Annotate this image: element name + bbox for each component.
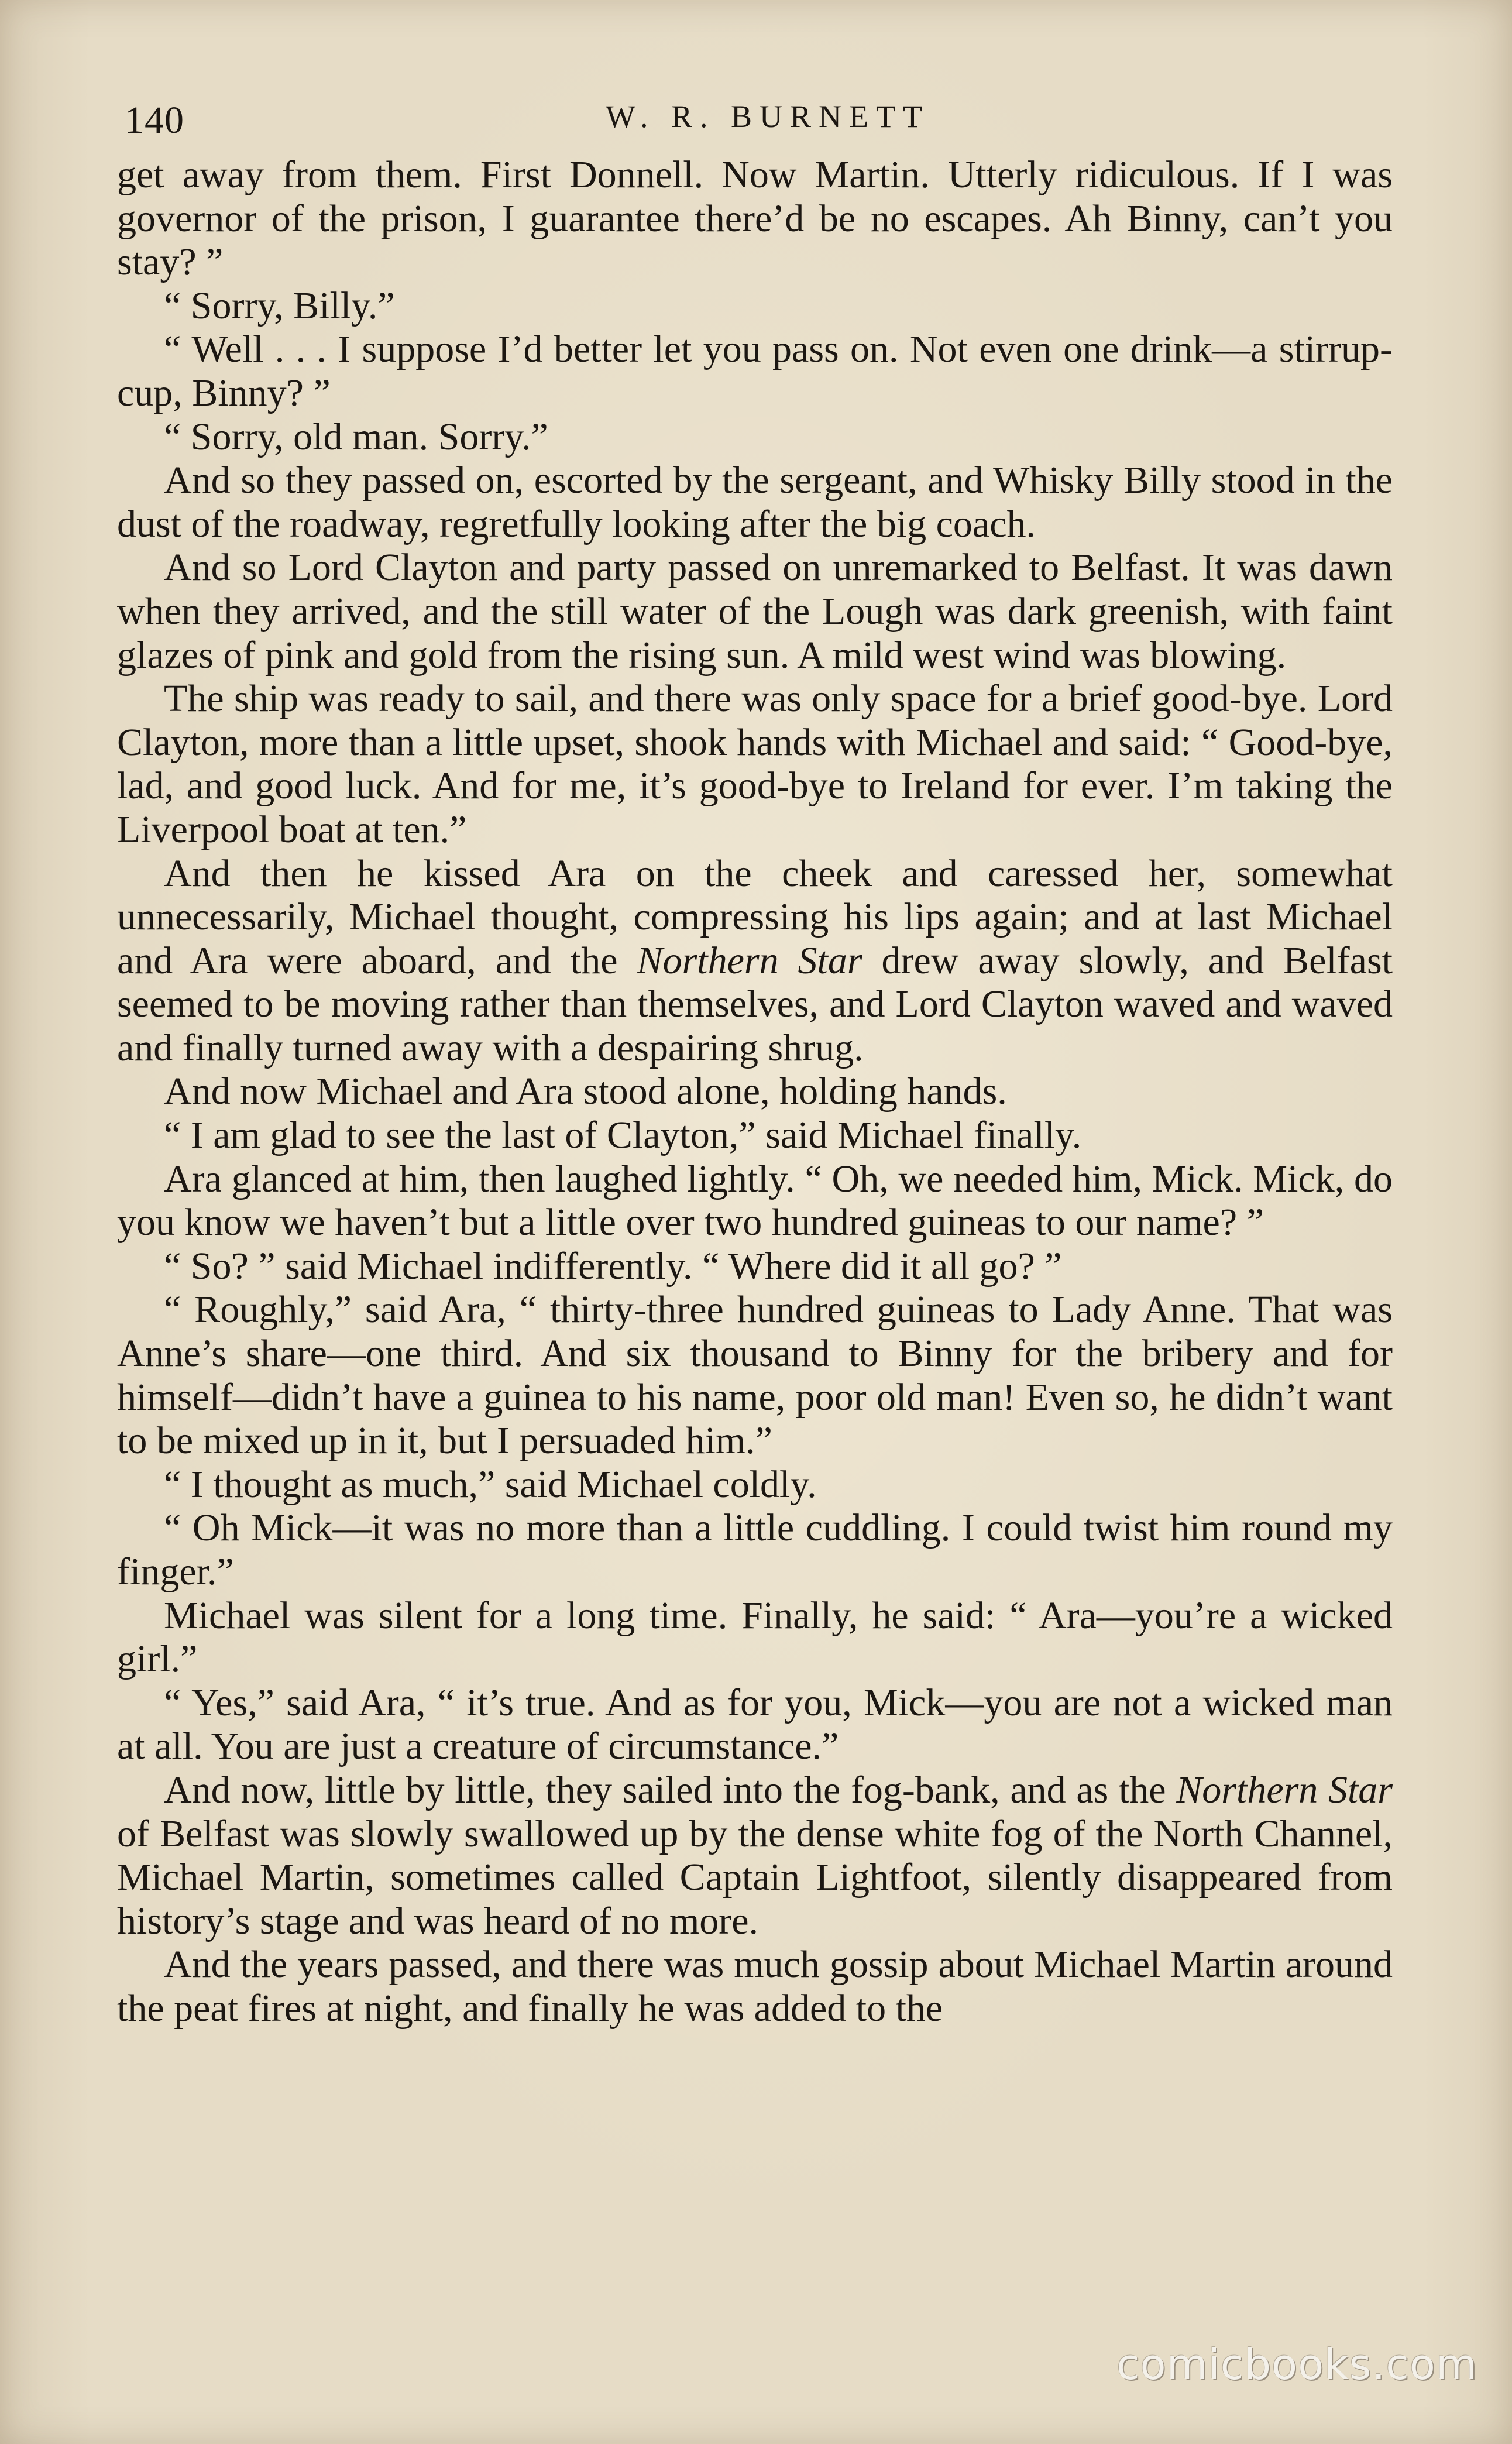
- body-text: [117, 153, 1393, 2031]
- paragraph: “ Roughly,” said Ara, “ thirty-three hundred guineas to Lady Anne. That was Anne’s share—one third. And six thousand to Binny for the bribery and for himself—didn’t have a guinea to his name, poor old man! Even so, he didn’t want to be mixed up in it, but I persuaded him.”: [117, 1288, 1393, 1463]
- paragraph: “ Sorry, Billy.”: [164, 284, 395, 327]
- paragraph: get away from them. First Donnell. Now Martin. Utterly ridiculous. If I was governor of the prison, I guarantee there’d be no escapes. Ah Binny, can’t you stay? ”: [117, 153, 1393, 284]
- paragraph: “ Sorry, old man. Sorry.”: [164, 415, 548, 458]
- page-header: [0, 98, 1512, 151]
- paragraph: “ Yes,” said Ara, “ it’s true. And as for you, Mick—you are not a wicked man at all. You are just a creature of circumstance.”: [117, 1681, 1393, 1768]
- paragraph: Michael was silent for a long time. Finally, he said: “ Ara—you’re a wicked girl.”: [117, 1594, 1393, 1681]
- paragraph: And then he kissed Ara on the cheek and caressed her, somewhat unnecessarily, Michael thought, compressing his lips again; and at last Michael and Ara were aboard, and the Northern Star drew away slowly, and Belfast seemed to be moving rather than themselves, and Lord Clayton waved and waved and finally turned away with a despairing shrug.: [117, 852, 1393, 1069]
- paragraph: “ I thought as much,” said Michael coldly.: [164, 1463, 817, 1506]
- ship-name: Northern Star: [637, 939, 862, 982]
- page-number: 140: [125, 99, 184, 142]
- paragraph: And now Michael and Ara stood alone, holding hands.: [164, 1070, 1007, 1113]
- paragraph: And so Lord Clayton and party passed on unremarked to Belfast. It was dawn when they arrived, and the still water of the Lough was dark greenish, with faint glazes of pink and gold from the rising sun. A mild west wind was blowing.: [117, 546, 1393, 677]
- paragraph: “ So? ” said Michael indifferently. “ Where did it all go? ”: [164, 1244, 1062, 1288]
- paragraph: And the years passed, and there was much gossip about Michael Martin around the peat fires at night, and finally he was added to the: [117, 1943, 1393, 2030]
- ship-name: Northern Star: [1176, 1768, 1393, 1811]
- paragraph: And now, little by little, they sailed into the fog-bank, and as the Northern Star of Belfast was slowly swallowed up by the dense white fog of the North Channel, Michael Martin, sometimes called Captain Lightfoot, silently disappeared from history’s stage and was heard of no more.: [117, 1768, 1393, 1942]
- paragraph: “ I am glad to see the last of Clayton,” said Michael finally.: [164, 1114, 1082, 1157]
- paragraph: “ Well . . . I suppose I’d better let you pass on. Not even one drink—a stirrup-cup, Binny? ”: [117, 328, 1393, 414]
- paragraph: Ara glanced at him, then laughed lightly. “ Oh, we needed him, Mick. Mick, do you know we haven’t but a little over two hundred guineas to our name? ”: [117, 1157, 1393, 1244]
- paragraph: “ Oh Mick—it was no more than a little cuddling. I could twist him round my finger.”: [117, 1506, 1393, 1593]
- running-head: W. R. BURNETT: [605, 99, 930, 134]
- paragraph: And so they passed on, escorted by the sergeant, and Whisky Billy stood in the dust of the roadway, regretfully looking after the big coach.: [117, 459, 1393, 545]
- watermark: comicbooks.com: [1116, 2340, 1477, 2389]
- paragraph: The ship was ready to sail, and there was only space for a brief good-bye. Lord Clayton, more than a little upset, shook hands with Michael and said: “ Good-bye, lad, and good luck. And for me, it’s good-bye to Ireland for ever. I’m taking the Liverpool boat at ten.”: [117, 677, 1393, 851]
